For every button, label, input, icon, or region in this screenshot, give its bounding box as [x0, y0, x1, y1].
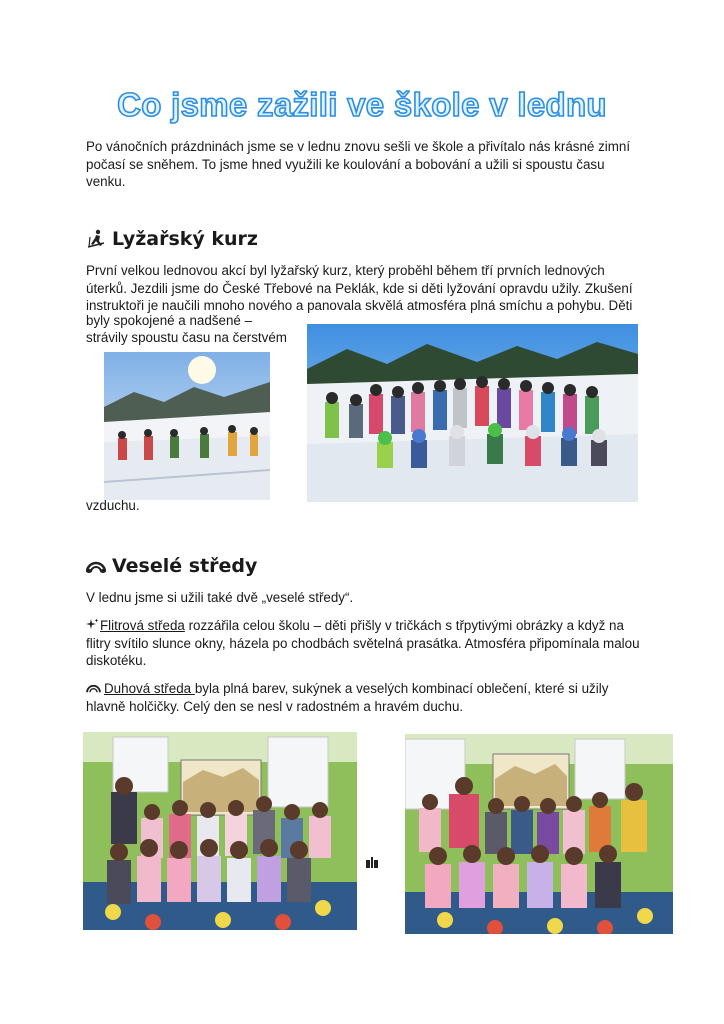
classroom-photo-right [405, 734, 673, 934]
ski-photo-slope [104, 352, 270, 500]
skier-icon [86, 229, 106, 249]
ski-paragraph-line3: strávily spoustu času na čerstvém [86, 330, 287, 345]
ski-photo-group [307, 324, 638, 502]
glitter-paragraph [86, 617, 642, 670]
ski-heading-text: Lyžařský kurz [112, 228, 258, 250]
glitter-label: Flitrová středa [100, 618, 185, 633]
wednesday-intro: V lednu jsme si užili také dvě „veselé středy“. [86, 590, 354, 605]
wednesday-heading [86, 555, 257, 577]
ski-heading [86, 228, 258, 250]
ski-paragraph: První velkou lednovou akcí byl lyžařský kurz, který proběhl během tří prvních lednových úterků. Jezdili jsme do České Třebové na Peklák, kde si děti lyžování opravdu užily. Zkušení instruktoři je naučili mnoho nového a panovala skvělá atmosféra plná smíchu a pohybu. Děti [86, 263, 633, 313]
fist-hands-icon [365, 856, 379, 870]
rainbow-label: Duhová středa [104, 681, 195, 696]
page-title: Co jsme zažili ve škole v lednu [117, 86, 607, 123]
classroom-photo-left [83, 732, 357, 930]
rainbow-icon [86, 559, 106, 573]
ski-paragraph-end: vzduchu. [86, 498, 140, 513]
sparkles-icon [86, 617, 100, 635]
intro-paragraph: Po vánočních prázdninách jsme se v lednu znovu sešli ve škole a přivítalo nás krásné zimní počasí se sněhem. To jsme hned využili ke koulování a bobování a užili si spoustu času venku. [86, 139, 631, 189]
ski-paragraph-line2: byly spokojené a nadšené – [86, 313, 253, 328]
rainbow-inline-icon [86, 680, 104, 698]
wednesday-heading-text: Veselé středy [112, 555, 258, 577]
rainbow-paragraph [86, 680, 642, 715]
rainbow-text: byla plná barev, sukýnek a veselých kombinací oblečení, které si užily hlavně holčičky. Celý den se nesl v radostném a hravém duchu. [86, 681, 609, 714]
glitter-text: rozzářila celou školu – děti přišly v tričkách s třpytivými obrázky a když na flitry svítilo slunce okny, házela po chodbách světelná prasátka. Atmosféra připomínala malou diskotéku. [86, 618, 640, 668]
